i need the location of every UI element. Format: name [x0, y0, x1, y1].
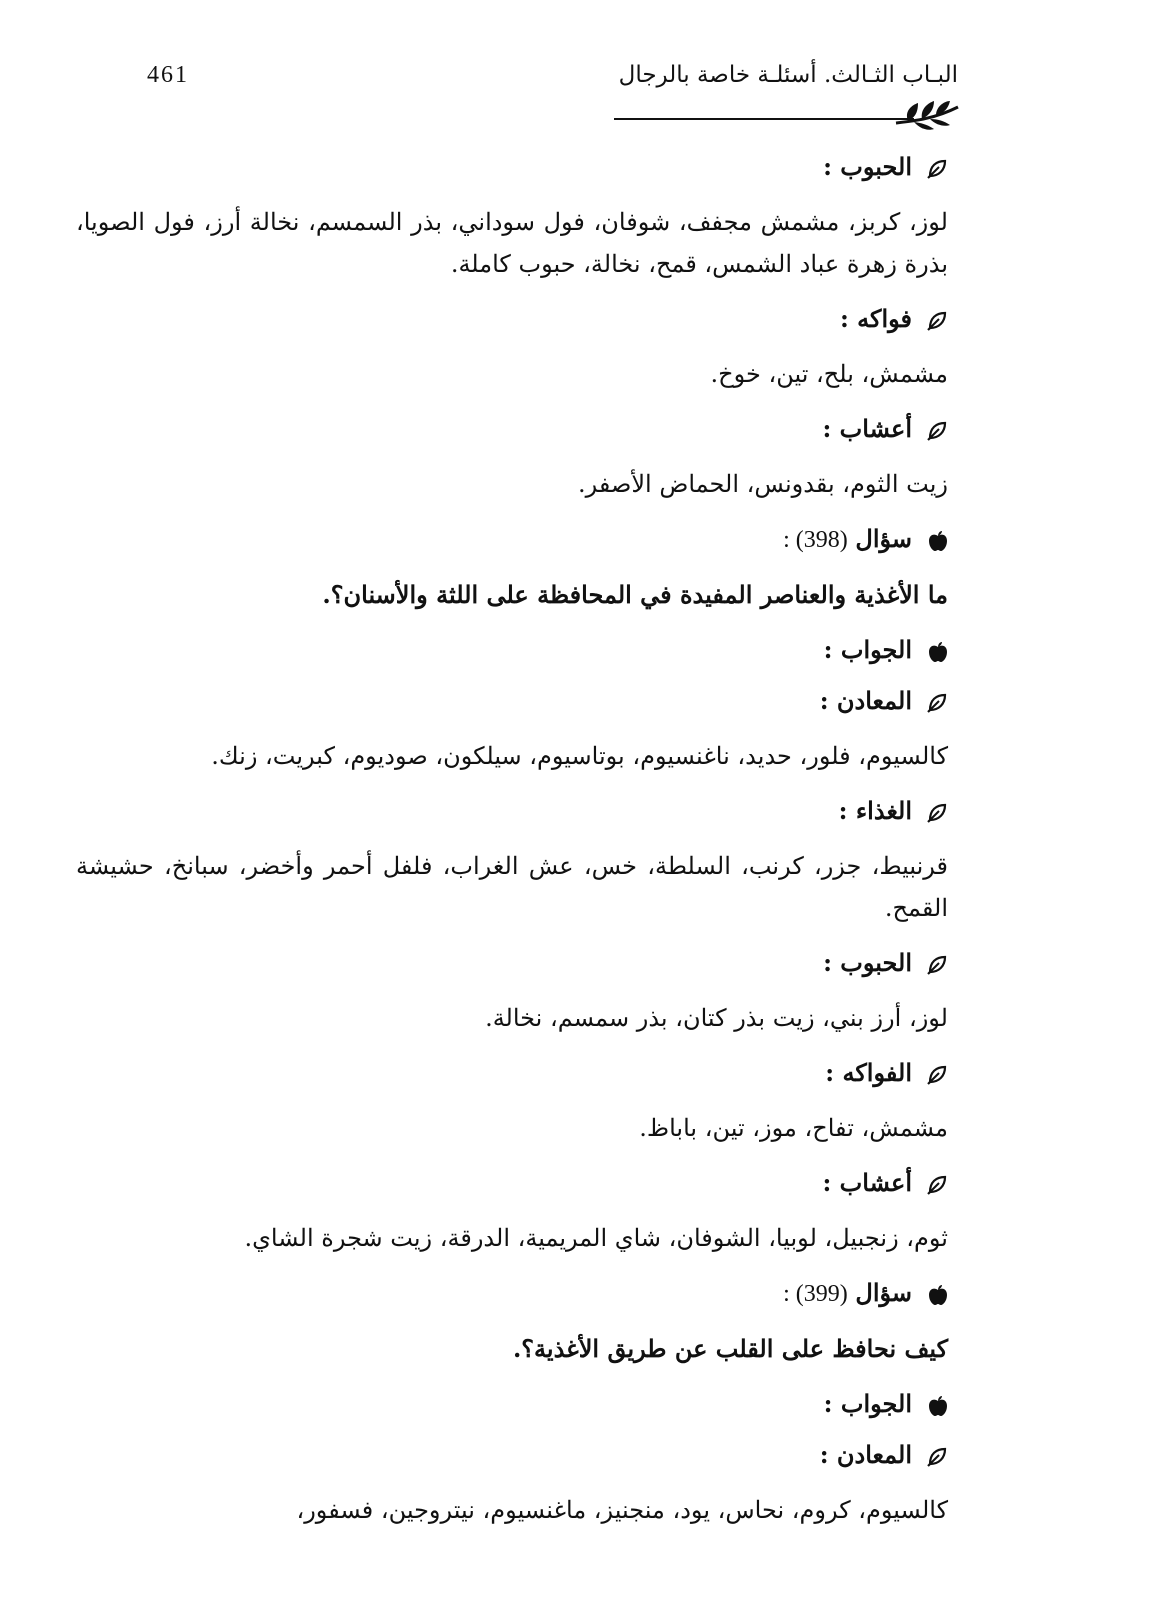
section-heading: الحبوب : [128, 150, 948, 184]
leaf-icon [926, 954, 948, 976]
section-text: كالسيوم، كروم، نحاس، يود، منجنيز، ماغنسيوم، نيتروجين، فسفور، [296, 1496, 948, 1524]
running-title: البـاب الثـالث. أسئلـة خاصة بالرجال [618, 62, 958, 88]
leaf-icon [926, 310, 948, 332]
section-text: لوز، أرز بني، زيت بذر كتان، بذر سمسم، نخالة. [485, 1004, 948, 1032]
section-text: قرنبيط، جزر، كرنب، السلطة، خس، عش الغراب، فلفل أحمر وأخضر، سبانخ، حشيشة القمح. [76, 852, 948, 922]
section-heading: الغذاء : [128, 794, 948, 828]
apple-icon [926, 530, 948, 552]
apple-icon [926, 1284, 948, 1306]
leaf-ornament-icon [894, 99, 960, 137]
section-heading: فواكه : [128, 302, 948, 336]
section-text: مشمش، تفاح، موز، تين، باباظ. [639, 1114, 948, 1142]
section-heading: أعشاب : [128, 412, 948, 446]
leaf-icon [926, 802, 948, 824]
question-number: (398) : [783, 527, 848, 553]
section-text: ثوم، زنجبيل، لوبيا، الشوفان، شاي المريمية، الدرقة، زيت شجرة الشاي. [244, 1224, 948, 1252]
answer-heading: الجواب : [128, 1387, 948, 1421]
page-content [76, 150, 948, 1548]
leaf-icon [926, 158, 948, 180]
apple-icon [926, 1395, 948, 1417]
page-number: 461 [147, 62, 189, 88]
section-heading: المعادن : [128, 1438, 948, 1472]
answer-heading: الجواب : [128, 633, 948, 667]
leaf-icon [926, 420, 948, 442]
section-text: مشمش، بلح، تين، خوخ. [710, 360, 948, 388]
leaf-icon [926, 1064, 948, 1086]
section-heading: المعادن : [128, 684, 948, 718]
section-text: لوز، كربز، مشمش مجفف، شوفان، فول سوداني، بذر السمسم، نخالة أرز، فول الصويا، بذرة زهرة عباد الشمس، قمح، نخالة، حبوب كاملة. [76, 208, 948, 278]
header-rule [614, 118, 914, 120]
section-text: زيت الثوم، بقدونس، الحماض الأصفر. [577, 470, 948, 498]
leaf-icon [926, 1446, 948, 1468]
question-heading [128, 1276, 948, 1311]
question-label: سؤال [855, 1278, 912, 1307]
question-label: سؤال [855, 524, 912, 553]
question-heading [128, 522, 948, 557]
section-text: كالسيوم، فلور، حديد، ناغنسيوم، بوتاسيوم، سيلكون، صوديوم، كبريت، زنك. [211, 742, 948, 770]
leaf-icon [926, 1174, 948, 1196]
question-text: ما الأغذية والعناصر المفيدة في المحافظة على اللثة والأسنان؟. [322, 580, 948, 609]
section-heading: الفواكه : [128, 1056, 948, 1090]
question-text: كيف نحافظ على القلب عن طريق الأغذية؟. [512, 1334, 948, 1363]
apple-icon [926, 641, 948, 663]
question-number: (399) : [783, 1281, 848, 1307]
section-heading: أعشاب : [128, 1166, 948, 1200]
leaf-icon [926, 692, 948, 714]
section-heading: الحبوب : [128, 946, 948, 980]
